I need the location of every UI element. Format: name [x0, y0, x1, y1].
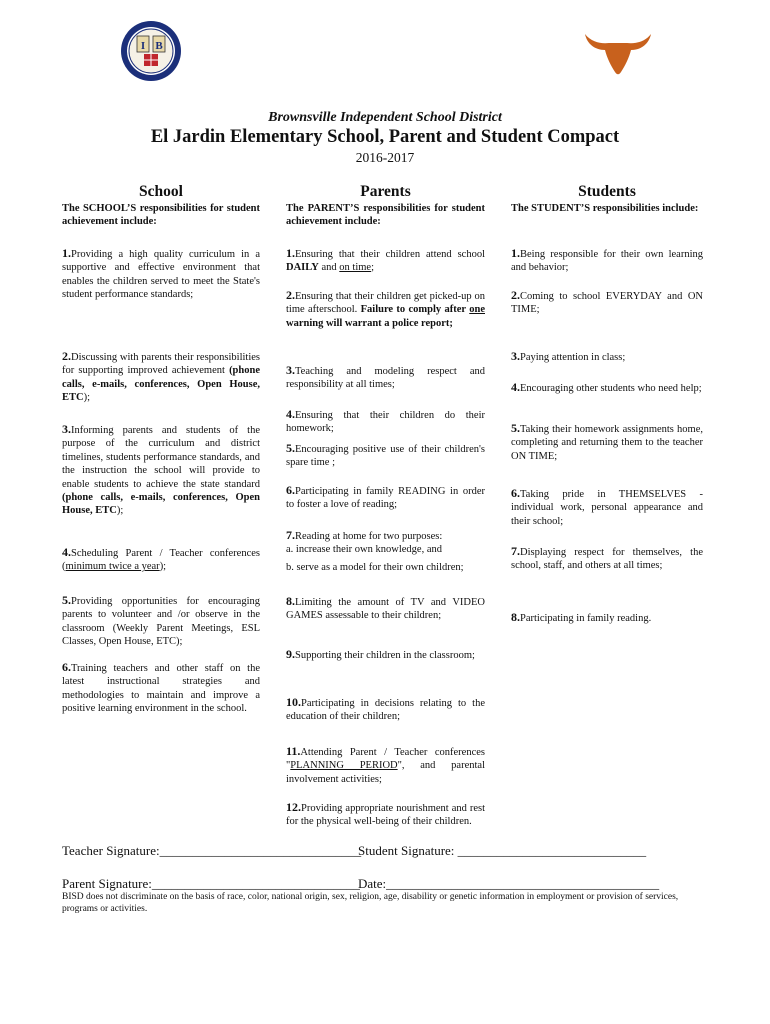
district-name: Brownsville Independent School District	[268, 110, 502, 125]
parents-item-1: 1.Ensuring that their children attend school DAILY and on time;	[286, 246, 485, 274]
student-signature-field[interactable]: Student Signature: _____________________________	[358, 843, 647, 858]
page-title: El Jardin Elementary School, Parent and Student Compact	[150, 127, 620, 147]
parents-item-8: 8.Limiting the amount of TV and VIDEO GAMES assessable to their children;	[286, 594, 485, 622]
students-item-4: 4.Encouraging other students who need help;	[511, 380, 702, 394]
students-intro: The STUDENT’S responsibilities include:	[511, 203, 699, 214]
parents-item-3: 3.Teaching and modeling respect and responsibility at all times;	[286, 363, 485, 391]
longhorn-logo	[583, 28, 653, 76]
school-item-6: 6.Training teachers and other staff on the latest instructional strategies and methodologies to maintain and improve a positive learning environment in the school.	[62, 660, 260, 715]
students-item-5: 5.Taking their homework assignments home, completing and returning them to the teacher ON TIME;	[511, 421, 703, 462]
students-item-1: 1.Being responsible for their own learning and behavior;	[511, 246, 703, 274]
school-item-3: 3.Informing parents and students of the purpose of the curriculum and district timelines, students performance standards, and the instruction the school will provide to enable students to achieve the state standard (phone calls, e-mails, conferences, Open House, ETC);	[62, 422, 260, 517]
svg-text:I: I	[140, 40, 146, 52]
school-heading: School	[139, 183, 183, 200]
district-seal-logo	[120, 20, 182, 82]
parents-heading: Parents	[360, 183, 411, 200]
students-item-8: 8.Participating in family reading.	[511, 610, 652, 624]
parents-item-7a: a. increase their own knowledge, and	[286, 544, 442, 556]
parents-item-5: 5.Encouraging positive use of their children's spare time ;	[286, 441, 485, 469]
date-field[interactable]: Date:__________________________________________	[358, 876, 660, 891]
students-heading: Students	[578, 183, 636, 200]
students-item-7: 7.Displaying respect for themselves, the school, staff, and others at all times;	[511, 544, 703, 572]
school-intro: The SCHOOL’S responsibilities for student achievement include:	[62, 203, 260, 227]
parents-intro: The PARENT’S responsibilities for student achievement include:	[286, 203, 485, 227]
parents-item-7: 7.Reading at home for two purposes: a. increase their own knowledge, and b. serve as a model for their own children;	[286, 528, 464, 573]
teacher-signature-field[interactable]: Teacher Signature:_______________________________	[62, 843, 362, 858]
parents-item-2: 2.Ensuring that their children get picked-up on time afterschool. Failure to comply after one warning will warrant a police report;	[286, 288, 485, 329]
svg-text:B: B	[155, 40, 163, 52]
parents-item-7b: b. serve as a model for their own children;	[286, 561, 464, 573]
parent-signature-field[interactable]: Parent Signature:________________________________	[62, 876, 360, 891]
students-item-3: 3.Paying attention in class;	[511, 349, 626, 363]
school-item-2: 2.Discussing with parents their responsibilities for supporting improved achievement (phone calls, e-mails, conferences, Open House, ETC);	[62, 349, 260, 404]
parents-item-4: 4.Ensuring that their children do their homework;	[286, 407, 485, 435]
school-item-4: 4.Scheduling Parent / Teacher conferences (minimum twice a year);	[62, 545, 260, 573]
parents-item-10: 10.Participating in decisions relating to the education of their children;	[286, 695, 485, 723]
parents-item-9: 9.Supporting their children in the classroom;	[286, 647, 475, 661]
students-item-6: 6.Taking pride in THEMSELVES - individual work, personal appearance and their school;	[511, 486, 703, 527]
students-item-2: 2.Coming to school EVERYDAY and ON TIME;	[511, 288, 703, 316]
school-year: 2016-2017	[355, 150, 415, 165]
school-item-1: 1.Providing a high quality curriculum in a supportive and effective environment that enables the children served to meet the State's student performance standards;	[62, 246, 260, 301]
nondiscrimination-notice: BISD does not discriminate on the basis of race, color, national origin, sex, religion, age, disability or genetic information in employment or provision of services, programs or activities.	[62, 892, 679, 914]
parents-item-11: 11.Attending Parent / Teacher conferences "PLANNING PERIOD", and parental involvement activities;	[286, 744, 485, 785]
school-item-5: 5.Providing opportunities for encouraging parents to volunteer and /or observe in the classroom (Weekly Parent Meetings, ESL Classes, Open House, ETC);	[62, 593, 260, 648]
parents-item-6: 6.Participating in family READING in order to foster a love of reading;	[286, 483, 485, 511]
parents-item-12: 12.Providing appropriate nourishment and rest for the physical well-being of their children.	[286, 800, 485, 828]
